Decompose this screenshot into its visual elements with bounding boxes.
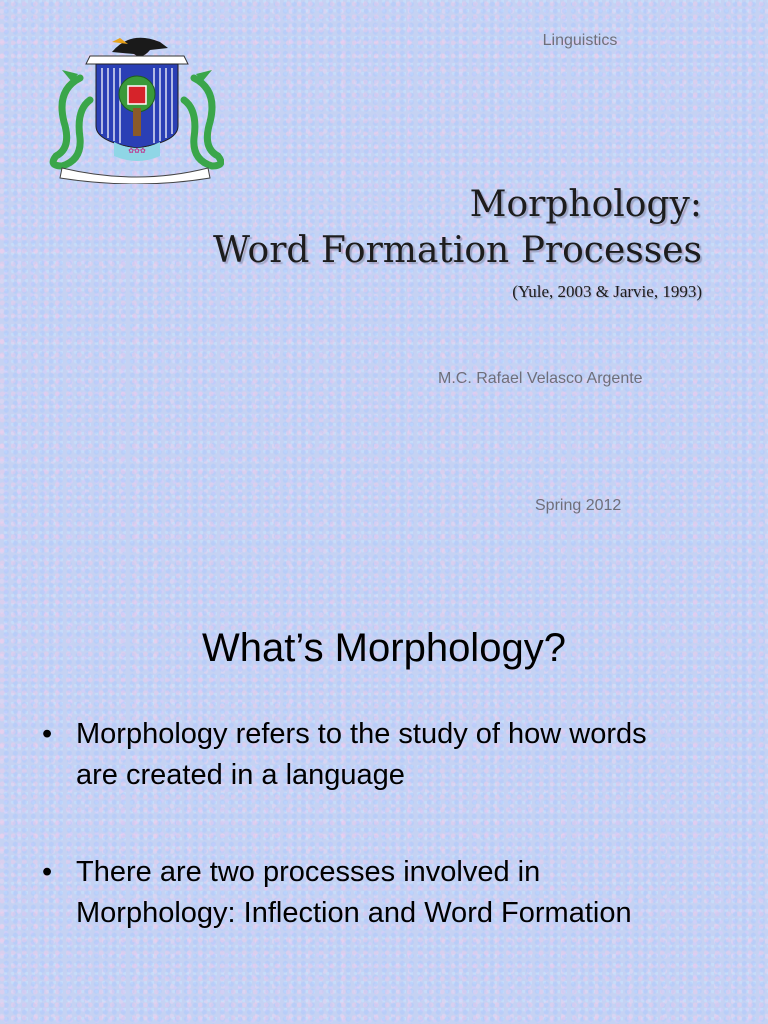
bullet-glyph: • [42, 718, 53, 750]
bullet-text: There are two processes involved in Morphology: Inflection and Word Formation [76, 856, 632, 929]
bullet-glyph: • [42, 856, 53, 888]
bullet-text: Morphology refers to the study of how words are created in a language [76, 718, 647, 791]
university-crest-icon [42, 30, 224, 184]
bullet-item [38, 714, 678, 796]
course-subject: Linguistics [542, 32, 618, 49]
citation: (Yule, 2003 & Jarvie, 1993) [512, 282, 702, 301]
slide-title [213, 182, 702, 274]
bullet-item [38, 852, 678, 934]
author-name: M.C. Rafael Velasco Argente [438, 370, 643, 387]
bullet-list [38, 714, 678, 990]
slide-heading: What’s Morphology? [202, 626, 566, 670]
title-line-2: Word Formation Processes [212, 230, 702, 271]
svg-text:✿✿✿: ✿✿✿ [128, 147, 146, 155]
content-slide [0, 512, 768, 1024]
presentation-date: Spring 2012 [535, 497, 622, 514]
title-line-1: Morphology: [469, 184, 702, 225]
